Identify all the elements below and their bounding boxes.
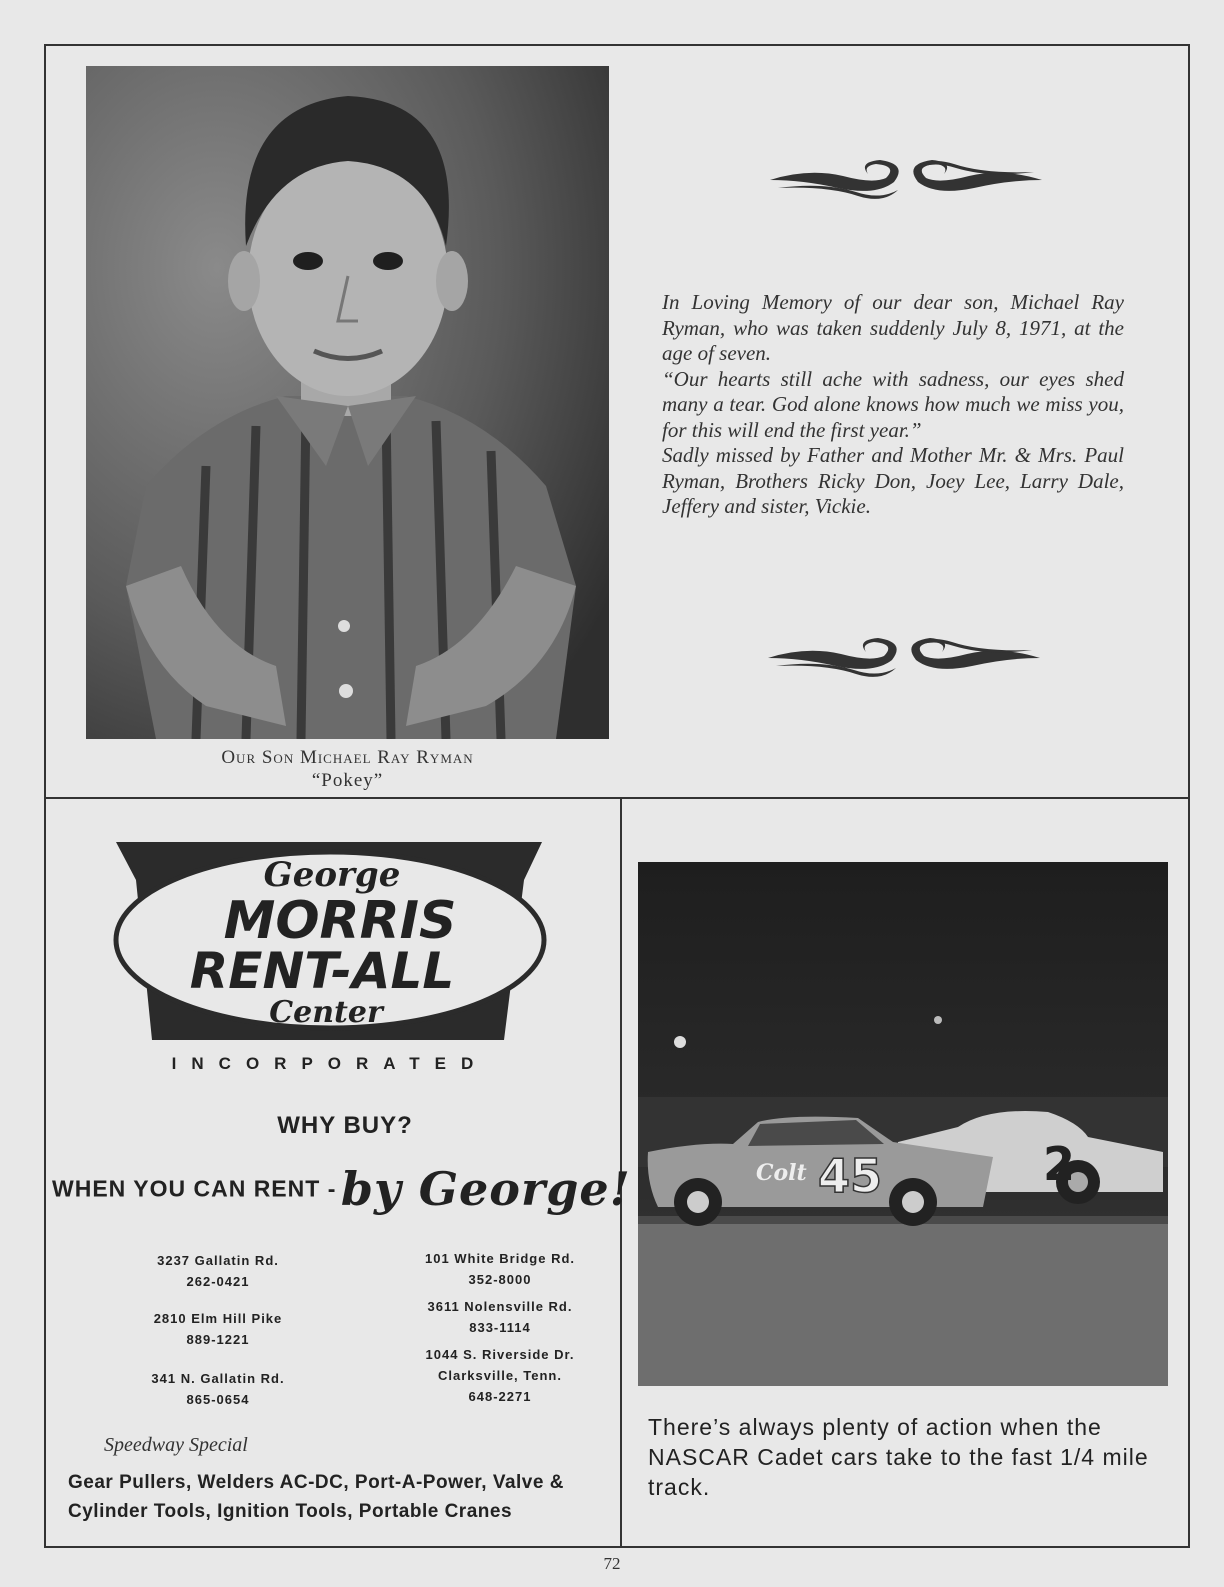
photo-caption: [86, 746, 609, 792]
caption-name: Our Son Michael Ray Ryman: [221, 747, 474, 768]
page-number: 72: [603, 1554, 621, 1573]
logo-line-morris: MORRIS: [223, 891, 457, 951]
location-phone: 889-1221: [186, 1332, 250, 1347]
location-street: 2810 Elm Hill Pike: [153, 1311, 283, 1326]
memorial-paragraph-3: Sadly missed by Father and Mother Mr. & Mrs. Paul Ryman, Brothers Ricky Don, Joey Lee, Larry Dale, Jeffery and sister, Vickie.: [662, 443, 1124, 518]
location-left-2: [118, 1308, 318, 1350]
location-left-3: [118, 1368, 318, 1410]
location-phone: 833-1114: [469, 1320, 531, 1335]
memorial-paragraph-1: In Loving Memory of our dear son, Michael Ray Ryman, who was taken suddenly July 8, 1971, at the age of seven.: [662, 290, 1124, 365]
speedway-special-items: Gear Pullers, Welders AC-DC, Port-A-Power, Valve & Cylinder Tools, Ignition Tools, Portable Cranes: [68, 1472, 564, 1522]
car-1-name: Colt: [756, 1160, 807, 1186]
location-street: 101 White Bridge Rd.: [424, 1251, 576, 1266]
incorporated-label: INCORPORATED: [171, 1054, 489, 1073]
morris-rent-all-logo: [112, 840, 552, 1055]
rent-text: WHEN YOU CAN RENT -: [52, 1175, 337, 1202]
logo-script-bottom: Center: [269, 995, 383, 1030]
location-city: Clarksville, Tenn.: [438, 1368, 562, 1383]
location-phone: 865-0654: [186, 1392, 250, 1407]
location-right-2: [400, 1296, 600, 1338]
logo-line-rent-all: RENT-ALL: [189, 942, 455, 1000]
location-phone: 648-2271: [468, 1389, 532, 1404]
rent-slogan-line: [52, 1162, 642, 1216]
location-street: 3611 Nolensville Rd.: [427, 1299, 573, 1314]
speedway-special-label: Speedway Special: [104, 1434, 248, 1456]
location-left-1: [118, 1250, 318, 1292]
boy-portrait-photo: [86, 66, 609, 739]
location-street: 1044 S. Riverside Dr.: [425, 1347, 575, 1362]
location-phone: 352-8000: [468, 1272, 532, 1287]
race-cars-photo: [638, 862, 1168, 1386]
location-right-1: [400, 1248, 600, 1290]
memorial-text: [662, 290, 1124, 520]
location-street: 3237 Gallatin Rd.: [157, 1253, 279, 1268]
race-photo-caption: There’s always plenty of action when the NASCAR Cadet cars take to the fast 1/4 mile track.: [648, 1414, 1149, 1500]
caption-nickname: “Pokey”: [311, 770, 384, 791]
flourish-ornament-top: [768, 158, 1044, 204]
logo-script-top: George: [263, 855, 401, 895]
flourish-ornament-bottom: [766, 636, 1042, 682]
location-right-3: [400, 1344, 600, 1407]
car-2-number: 2: [1043, 1137, 1076, 1191]
car-1-number: 45: [818, 1149, 883, 1203]
location-street: 341 N. Gallatin Rd.: [151, 1371, 285, 1386]
by-george-slogan: by George!: [340, 1162, 631, 1216]
location-phone: 262-0421: [186, 1274, 250, 1289]
why-buy-headline: WHY BUY?: [277, 1112, 413, 1139]
memorial-paragraph-2: “Our hearts still ache with sadness, our eyes shed many a tear. God alone knows how much we miss you, for this will end the first year.”: [662, 366, 1124, 442]
section-divider-horizontal: [44, 797, 1190, 799]
